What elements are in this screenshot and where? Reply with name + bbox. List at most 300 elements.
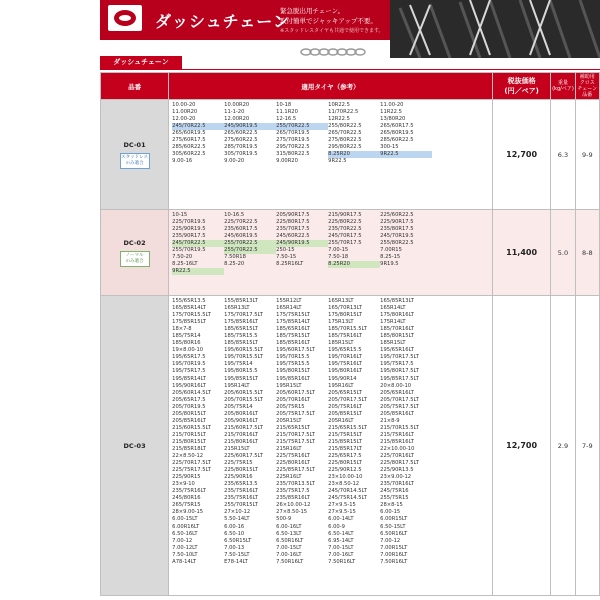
cross-chain-cell: 8-8 xyxy=(575,210,599,296)
tire-size-value: 6.00-16 xyxy=(224,523,245,530)
tire-size-value: 175R14LT xyxy=(380,319,406,326)
tire-size-value: 195/70R16LT xyxy=(328,354,362,361)
tire-size-value: 215R16LT xyxy=(276,445,302,452)
tire-size-value: 9.00R20 xyxy=(276,158,298,165)
tire-size-value: 295/80R22.5 xyxy=(328,144,362,151)
tire-size-value: 225/90R13.5 xyxy=(380,467,414,474)
tire-size-value: 295/70R22.5 xyxy=(276,144,310,151)
tire-size-value: 10-15 xyxy=(172,212,188,218)
tire-photo xyxy=(390,0,600,58)
tire-size-value: 225/60R22.5 xyxy=(380,212,414,218)
tire-size-value: 27×10-12 xyxy=(224,509,251,516)
tire-size-value: 205/70R16LT xyxy=(276,396,310,403)
tire-size-value: 195R14LT xyxy=(224,382,250,389)
tire-size-value: 8.25-16LT xyxy=(172,261,198,268)
tire-size-value: 8.25-20 xyxy=(224,261,245,268)
tire-size-value: 185/80R16 xyxy=(172,340,201,347)
compatibility-tag: スタッドレス のみ適合 xyxy=(120,153,150,169)
tire-size-value: 245/80R16 xyxy=(172,495,201,502)
tire-size-value: 215/70R17.5LT xyxy=(276,431,315,438)
tire-size-value: 7.50-10LT xyxy=(172,551,198,558)
tire-size-value: 215/65R15LT xyxy=(276,424,310,431)
tire-size-table xyxy=(100,72,600,596)
tire-size-value: A78-14LT xyxy=(172,558,197,565)
tire-size-value: 195/65R16LT xyxy=(380,347,414,354)
table-row xyxy=(101,296,600,596)
brand-logo-icon xyxy=(108,5,142,31)
tire-size-value: 185/75R14 xyxy=(172,333,201,340)
tire-size-value: 9R22.5 xyxy=(328,158,347,165)
tire-size-value: 10R22.5 xyxy=(328,102,350,108)
tire-size-value: 175/80R15LT xyxy=(328,312,362,319)
model-label: DC-02 xyxy=(123,238,146,247)
tire-size-value: 6.00-15 xyxy=(380,509,401,516)
tire-size-value: 7.00-15LT xyxy=(328,544,354,551)
tire-size-value: 225/80R15LT xyxy=(328,460,362,467)
tire-size-value: 175/80R16LT xyxy=(380,312,414,319)
table-row xyxy=(101,100,600,210)
tire-size-value: 215/85R18LT xyxy=(172,445,206,452)
tire-size-value: 205/65R16LT xyxy=(380,389,414,396)
tire-size-value: 28×8-15 xyxy=(380,502,403,509)
tire-size-value: 205/70R17.5LT xyxy=(328,396,367,403)
tire-size-value: 245/70R14.5LT xyxy=(328,488,367,495)
tire-size-value: 215/80R16LT xyxy=(224,438,258,445)
sizes-cell xyxy=(169,296,493,596)
tire-size-value: 185/80R15LT xyxy=(380,333,414,340)
tire-size-value: 215/75R17.5LT xyxy=(276,438,315,445)
tire-size-value: 205R16LT xyxy=(328,417,354,424)
compatibility-tag: ノーマル のみ適合 xyxy=(120,251,150,267)
tire-size-value: 245/60R19.5 xyxy=(224,233,258,240)
tire-size-value: 7.00-15 xyxy=(328,247,349,254)
tire-size-value: 225/90R12.5 xyxy=(328,467,362,474)
description-line-1: 緊急脱出用チェーン。 xyxy=(280,7,345,15)
tire-size-value: 165/85R13LT xyxy=(380,298,414,304)
tire-size-value: 235/90R17.5 xyxy=(172,233,206,240)
tire-size-value: 225/80R15LT xyxy=(224,467,258,474)
tire-size-value: 8.25R16LT xyxy=(276,261,304,268)
tire-size-value: 215/90R17.5 xyxy=(328,212,362,218)
tire-size-value: 250-15 xyxy=(276,247,295,254)
tire-size-value: 195/60R15.5LT xyxy=(224,347,263,354)
tire-size-value: 245/75R16 xyxy=(380,488,409,495)
tire-size-value xyxy=(380,268,432,275)
tire-size-value: 265/60R17.5 xyxy=(380,123,414,130)
tire-size-value: 20×8.00-10 xyxy=(380,382,412,389)
tire-size-value: 215/75R16LT xyxy=(380,431,414,438)
tire-size-value: 6.50-15LT xyxy=(380,523,406,530)
tire-size-value: 255/70R17.5 xyxy=(328,240,362,247)
tire-size-value: 185/70R15.5LT xyxy=(328,326,367,333)
tire-size-value: 225/90R16 xyxy=(224,474,253,481)
table-row xyxy=(101,210,600,296)
tire-size-value: 235/75R17.5 xyxy=(276,488,310,495)
tire-size-value: 265/60R19.5 xyxy=(172,130,206,137)
tire-size-value: 27×9.5-15 xyxy=(328,509,356,516)
tire-size-value: 225/80R17.5LT xyxy=(380,460,419,467)
tire-size-value: 235/70R16LT xyxy=(380,481,414,488)
tire-size-value: 195/85R14LT xyxy=(172,375,206,382)
cross-chain-cell: 7-9 xyxy=(575,296,599,596)
header-tires: 適用タイヤ（参考） xyxy=(169,73,493,100)
model-cell xyxy=(101,210,169,296)
header-weight: 重量 (kg/ペア) xyxy=(551,73,575,100)
sizes-cell xyxy=(169,210,493,296)
tire-size-value: 7.00R15 xyxy=(380,247,402,254)
size-grid xyxy=(172,102,492,165)
tire-size-value: 265/70R22.5 xyxy=(328,130,362,137)
tire-size-value: 215/70R16LT xyxy=(224,431,258,438)
tire-size-value: 6.00-16LT xyxy=(276,523,302,530)
description-note: ※スタッドレスタイヤも共通で使用できます。 xyxy=(280,28,384,34)
tire-size-value: 225/65R17.5 xyxy=(328,453,362,460)
tire-size-value: 8.25R20 xyxy=(328,261,380,268)
page-title: ダッシュチェーン xyxy=(155,12,290,31)
tire-size-value: 165R13LT xyxy=(328,298,354,304)
tire-size-value: 265/80R19.5 xyxy=(380,130,414,137)
tire-size-value: 245/60R22.5 xyxy=(276,233,310,240)
tire-size-value: 255/70R22.5 xyxy=(276,123,328,130)
tire-size-value: 6.50-14LT xyxy=(328,530,354,537)
tire-size-value: E78-14LT xyxy=(224,558,248,565)
tire-size-value: 205/80R16LT xyxy=(224,410,258,417)
tire-size-value: 225/80R22.5 xyxy=(328,219,362,226)
tire-size-value: 205/85R15LT xyxy=(328,410,362,417)
chain-sample-icon xyxy=(300,42,370,62)
tire-size-value: 185/65R16LT xyxy=(276,326,310,333)
tire-size-value: 245/90R19.5 xyxy=(276,240,328,247)
tire-size-value: 225/75R17.5LT xyxy=(172,467,211,474)
tire-size-value: 245/75R14.5LT xyxy=(328,495,367,502)
tire-size-value: 305/60R22.5 xyxy=(172,151,206,158)
tire-size-value: 205/75R14 xyxy=(224,403,253,410)
tire-size-value xyxy=(380,158,432,165)
tire-size-value: 235/60R17.5 xyxy=(224,226,258,233)
section-divider xyxy=(100,69,600,70)
tire-size-value: 275/70R19.5 xyxy=(276,137,310,144)
weight-cell: 6.3 xyxy=(551,100,575,210)
tire-size-value: 215/80R15LT xyxy=(172,438,206,445)
tire-size-value: 225/80R16LT xyxy=(276,460,310,467)
model-cell xyxy=(101,296,169,596)
tire-size-value: 7.00R16LT xyxy=(380,551,408,558)
tire-size-value: 9.00-20 xyxy=(224,158,245,165)
tire-size-value: 245/70R22.5 xyxy=(172,240,224,247)
tire-size-value: 22×10.00-10 xyxy=(380,445,415,452)
tire-size-value: 185/65R15LT xyxy=(224,326,258,333)
tire-size-value: 185/75R15LT xyxy=(276,333,310,340)
tire-size-value: 195/70R17.5LT xyxy=(380,354,419,361)
model-label: DC-03 xyxy=(123,441,146,450)
tire-size-value: 185R15LT xyxy=(380,340,406,347)
tire-size-value: 19×8.00-10 xyxy=(172,347,204,354)
tire-size-value: 205/85R16LT xyxy=(380,410,414,417)
tire-size-value: 7.50-18 xyxy=(328,254,349,261)
tire-size-value: 195/80R15LT xyxy=(276,368,310,375)
header-price: 税抜価格 (円／ペア) xyxy=(492,73,550,100)
tire-size-value: 6.00-15LT xyxy=(172,516,198,523)
tire-size-value: 185R15LT xyxy=(328,340,354,347)
tire-size-value: 235/70R22.5 xyxy=(328,226,362,233)
tire-size-value: 265/60R22.5 xyxy=(224,130,258,137)
tire-size-value: 7.50-20 xyxy=(172,254,193,261)
header-model: 品番 xyxy=(101,73,169,100)
tire-size-value: 6.50R16LT xyxy=(380,530,408,537)
tire-size-value: 7.00-13 xyxy=(224,544,245,551)
tire-size-value: 11.00R20 xyxy=(172,109,198,116)
tire-size-value: 195/75R16LT xyxy=(328,361,362,368)
tire-size-value: 195/70R15.5LT xyxy=(224,354,263,361)
tire-size-value: 195/75R17.5 xyxy=(380,361,414,368)
tire-size-value: 10.00R20 xyxy=(224,102,250,108)
tire-size-value: 155/85R13LT xyxy=(224,298,258,304)
tire-size-value: 12-16.5 xyxy=(276,116,297,123)
tire-size-value: 265/75R15 xyxy=(172,502,201,509)
tire-size-value: 255/80R22.5 xyxy=(328,123,362,130)
section-label: ダッシュチェーン xyxy=(100,56,182,69)
tire-size-value: 8.25-15 xyxy=(380,254,401,261)
tire-size-value: 235/75R16LT xyxy=(172,488,206,495)
tire-size-value: 245/70R22.5 xyxy=(172,123,224,130)
tire-size-value: 235/75R16LT xyxy=(224,488,258,495)
price-cell: 11,400 xyxy=(492,210,550,296)
tire-size-value: 205/60R14.5LT xyxy=(172,389,211,396)
tire-size-value: 7.00-15LT xyxy=(276,544,302,551)
tire-size-value: 12.00-20 xyxy=(172,116,196,123)
tire-size-value: 225/90R15 xyxy=(172,474,201,481)
tire-size-value: 11-1-20 xyxy=(224,109,245,116)
tire-size-value: 7.00-12 xyxy=(172,537,193,544)
tire-size-value: 195R15LT xyxy=(276,382,302,389)
tire-size-value: 275/60R17.5 xyxy=(172,137,206,144)
tire-size-value: 155R12LT xyxy=(276,298,302,304)
tire-size-value: 155/65R13.5 xyxy=(172,298,206,304)
tire-size-value: 205/75R17.5LT xyxy=(276,410,315,417)
tire-size-value: 205/70R19.5 xyxy=(172,403,206,410)
tire-size-value: 205/60R17.5LT xyxy=(276,389,315,396)
tire-size-value: 225/70R22.5 xyxy=(224,219,258,226)
tire-size-value: 26×10.00-12 xyxy=(276,502,311,509)
tire-size-value: 225/85R17.5LT xyxy=(276,467,315,474)
tire-size-value: 205/75R17.5LT xyxy=(380,403,419,410)
tire-size-value: 195/65R17.5 xyxy=(172,354,206,361)
tire-size-value: 195/65R15.5 xyxy=(328,347,362,354)
tire-size-value: 195/75R17.5 xyxy=(172,368,206,375)
tire-size-value: 22×8.50-12 xyxy=(172,453,204,460)
tire-size-value: 18×7-8 xyxy=(172,326,192,333)
tire-size-value: 175/70R15.5LT xyxy=(172,312,211,319)
tire-size-value: 225/60R17.5LT xyxy=(224,453,263,460)
tire-size-value: 7.00-16LT xyxy=(276,551,302,558)
tire-size-value: 235/70R17.5 xyxy=(276,226,310,233)
tire-size-value: 185/85R16LT xyxy=(276,340,310,347)
tire-size-value: 195/60R17.5LT xyxy=(276,347,315,354)
tire-size-value: 185/85R15LT xyxy=(224,340,258,347)
tire-size-value: 9R22.5 xyxy=(380,151,432,158)
tire-size-value: 225/75R15 xyxy=(224,460,253,467)
tire-size-value: 7.00R15LT xyxy=(380,544,408,551)
tire-size-value: 7.50-15 xyxy=(276,254,297,261)
tire-size-value: 235/70R13.5LT xyxy=(276,481,315,488)
tire-size-value: 215/85R15LT xyxy=(328,438,362,445)
tire-size-value: 7.00-16LT xyxy=(328,551,354,558)
tire-size-value: 195/85R16LT xyxy=(276,375,310,382)
tire-size-value: 275/60R22.5 xyxy=(224,137,258,144)
tire-size-value: 23×8.50-12 xyxy=(328,481,360,488)
tire-size-value: 215/70R15LT xyxy=(172,431,206,438)
tire-size-value: 225/90R19.5 xyxy=(172,226,206,233)
header-cross-chain: 補助用 クロス チェーン 品番 xyxy=(575,73,599,100)
tire-size-value: 500-9 xyxy=(276,516,292,523)
tire-size-value: 245/70R17.5 xyxy=(328,233,362,240)
tire-size-value: 27×8.50-15 xyxy=(276,509,308,516)
weight-cell: 5.0 xyxy=(551,210,575,296)
tire-size-value: 9R19.5 xyxy=(380,261,399,268)
tire-size-value: 195/85R15LT xyxy=(224,375,258,382)
tire-size-value: 6.00R16LT xyxy=(172,523,200,530)
tire-size-value: 9.00-16 xyxy=(172,158,193,165)
tire-size-value: 175/75R15LT xyxy=(276,312,310,319)
tire-size-value: 165/85R14LT xyxy=(172,305,206,312)
tire-size-value: 195/90R14 xyxy=(328,375,357,382)
tire-size-value: 7.50-15LT xyxy=(224,551,250,558)
tire-size-value: 205R15LT xyxy=(276,417,302,424)
tire-size-value: 7.50R16LT xyxy=(328,558,356,565)
tire-size-value: 225/80R17.5 xyxy=(276,219,310,226)
tire-size-value: 11/70R22.5 xyxy=(328,109,359,116)
tire-size-value: 225/70R17.5LT xyxy=(172,460,211,467)
tire-size-value xyxy=(224,268,276,275)
tire-size-value: 205/70R17.5LT xyxy=(380,396,419,403)
price-cell: 12,700 xyxy=(492,296,550,596)
tire-size-value: 7.00-12 xyxy=(380,537,401,544)
tire-size-value: 215/65R15.5LT xyxy=(328,424,367,431)
tire-size-value: 6.50-10 xyxy=(224,530,245,537)
tire-size-value: 6.00R15LT xyxy=(380,516,408,523)
tire-size-value: 225/90R17.5 xyxy=(380,219,414,226)
tire-size-value: 205/75R15 xyxy=(276,403,305,410)
tire-size-value: 12.00R20 xyxy=(224,116,250,123)
tire-size-value: 225R16LT xyxy=(276,474,302,481)
tire-size-value: 175/70R17.5LT xyxy=(224,312,263,319)
tire-chain-illustration xyxy=(390,0,600,58)
tire-size-value: 215/85R16LT xyxy=(380,438,414,445)
tire-size-value: 215R15LT xyxy=(224,445,250,452)
tire-size-value: 6.00-14LT xyxy=(328,516,354,523)
tire-size-value: 265/70R19.5 xyxy=(276,130,310,137)
sizes-cell xyxy=(169,100,493,210)
tire-size-value: 10.00-20 xyxy=(172,102,196,108)
tire-size-value: 6.00-9 xyxy=(328,523,345,530)
tire-size-value: 235/80R17.5 xyxy=(380,226,414,233)
tire-size-value xyxy=(276,268,328,275)
tire-size-value: 23×9.00-12 xyxy=(380,474,412,481)
tire-size-value: 215/60R17.5LT xyxy=(224,424,263,431)
tire-size-value: 7.50R16LT xyxy=(276,558,304,565)
tire-size-value: 23×10.00-10 xyxy=(328,474,363,481)
tire-size-value: 205/65R17.5 xyxy=(172,396,206,403)
tire-size-value: 21×8-9 xyxy=(380,417,400,424)
cross-chain-cell: 9-9 xyxy=(575,100,599,210)
tire-size-value: 195/70R15.5 xyxy=(276,354,310,361)
tire-size-value: 215/70R15.5LT xyxy=(380,424,419,431)
tire-size-value: 315/80R22.5 xyxy=(276,151,310,158)
size-grid xyxy=(172,212,492,275)
tire-size-value: 195/75R14 xyxy=(224,361,253,368)
tire-size-value: 12R22.5 xyxy=(328,116,350,123)
tire-size-value: 245/90R19.5 xyxy=(224,123,276,130)
tire-size-value: 175/85R16LT xyxy=(224,319,258,326)
tire-size-value: 255/75R15 xyxy=(380,495,409,502)
tire-size-value: 205/65R15LT xyxy=(328,389,362,396)
tire-size-value: 205/90R17.5 xyxy=(276,212,310,218)
tire-size-value: 28×9.00-15 xyxy=(172,509,204,516)
tire-size-value: 235/85R16LT xyxy=(276,495,310,502)
tire-size-value: 300-15 xyxy=(380,144,399,151)
tire-size-value: 185/70R16LT xyxy=(380,326,414,333)
tire-size-value: 175/85R14LT xyxy=(276,319,310,326)
tire-size-value: 6.50R15LT xyxy=(224,537,252,544)
tire-size-value: 165/70R13LT xyxy=(328,305,362,312)
tire-size-value: 185/75R16LT xyxy=(328,333,362,340)
tire-size-value: 195/80R16LT xyxy=(328,368,362,375)
tire-size-value: 11.1R20 xyxy=(276,109,298,116)
tire-size-value: 23×9-10 xyxy=(172,481,195,488)
tire-size-value: 225/70R19.5 xyxy=(172,219,206,226)
tire-size-value: 7.50R18 xyxy=(224,254,246,261)
tire-size-value: 175R13LT xyxy=(328,319,354,326)
tire-size-value: 305/70R19.5 xyxy=(224,151,258,158)
model-label: DC-01 xyxy=(123,140,146,149)
tire-size-value: 245/70R19.5 xyxy=(380,233,414,240)
table-header-row xyxy=(101,73,600,100)
tire-size-value: 215/75R15LT xyxy=(328,431,362,438)
tire-size-value: 11.00-20 xyxy=(380,102,404,108)
tire-size-value: 225/75R16LT xyxy=(276,453,310,460)
tire-size-value: 235/75R16LT xyxy=(224,495,258,502)
tire-size-value: 175/85R15LT xyxy=(172,319,206,326)
tire-size-value: 6.50-13LT xyxy=(276,530,302,537)
tire-size-value: 10-16.5 xyxy=(224,212,245,218)
tire-size-value: 255/70R15LT xyxy=(224,502,258,509)
tire-size-value: 215/85R17LT xyxy=(328,445,362,452)
tire-size-value: 195/90R16LT xyxy=(172,382,206,389)
tire-size-value: 5.50-14LT xyxy=(224,516,250,523)
price-cell: 12,700 xyxy=(492,100,550,210)
tire-size-value: 185/75R15.5 xyxy=(224,333,258,340)
tire-size-value: 195R16LT xyxy=(328,382,354,389)
tire-size-value: 205/85R16LT xyxy=(172,417,206,424)
tire-size-value: 11R22.5 xyxy=(380,109,402,116)
tire-size-value: 195/80R15.5 xyxy=(224,368,258,375)
tire-size-value: 195/85R17.5LT xyxy=(380,375,419,382)
tire-size-value: 255/70R22.5 xyxy=(224,240,276,247)
tire-size-value: 195/75R15.5 xyxy=(276,361,310,368)
tire-size-value: 205/90R16LT xyxy=(224,417,258,424)
tire-size-value: 10-18 xyxy=(276,102,292,108)
size-grid xyxy=(172,298,492,566)
tire-size-value: 225/70R16LT xyxy=(380,453,414,460)
tire-size-value: 195/80R17.5LT xyxy=(380,368,419,375)
tire-size-value xyxy=(328,268,380,275)
tire-size-value: 235/65R13.5 xyxy=(224,481,258,488)
tire-size-value: 255/70R22.5 xyxy=(224,247,276,254)
model-cell xyxy=(101,100,169,210)
tire-size-value: 165R14LT xyxy=(380,305,406,312)
tire-size-value: 215/60R15.5LT xyxy=(172,424,211,431)
tire-size-value: 205/75R16LT xyxy=(328,403,362,410)
